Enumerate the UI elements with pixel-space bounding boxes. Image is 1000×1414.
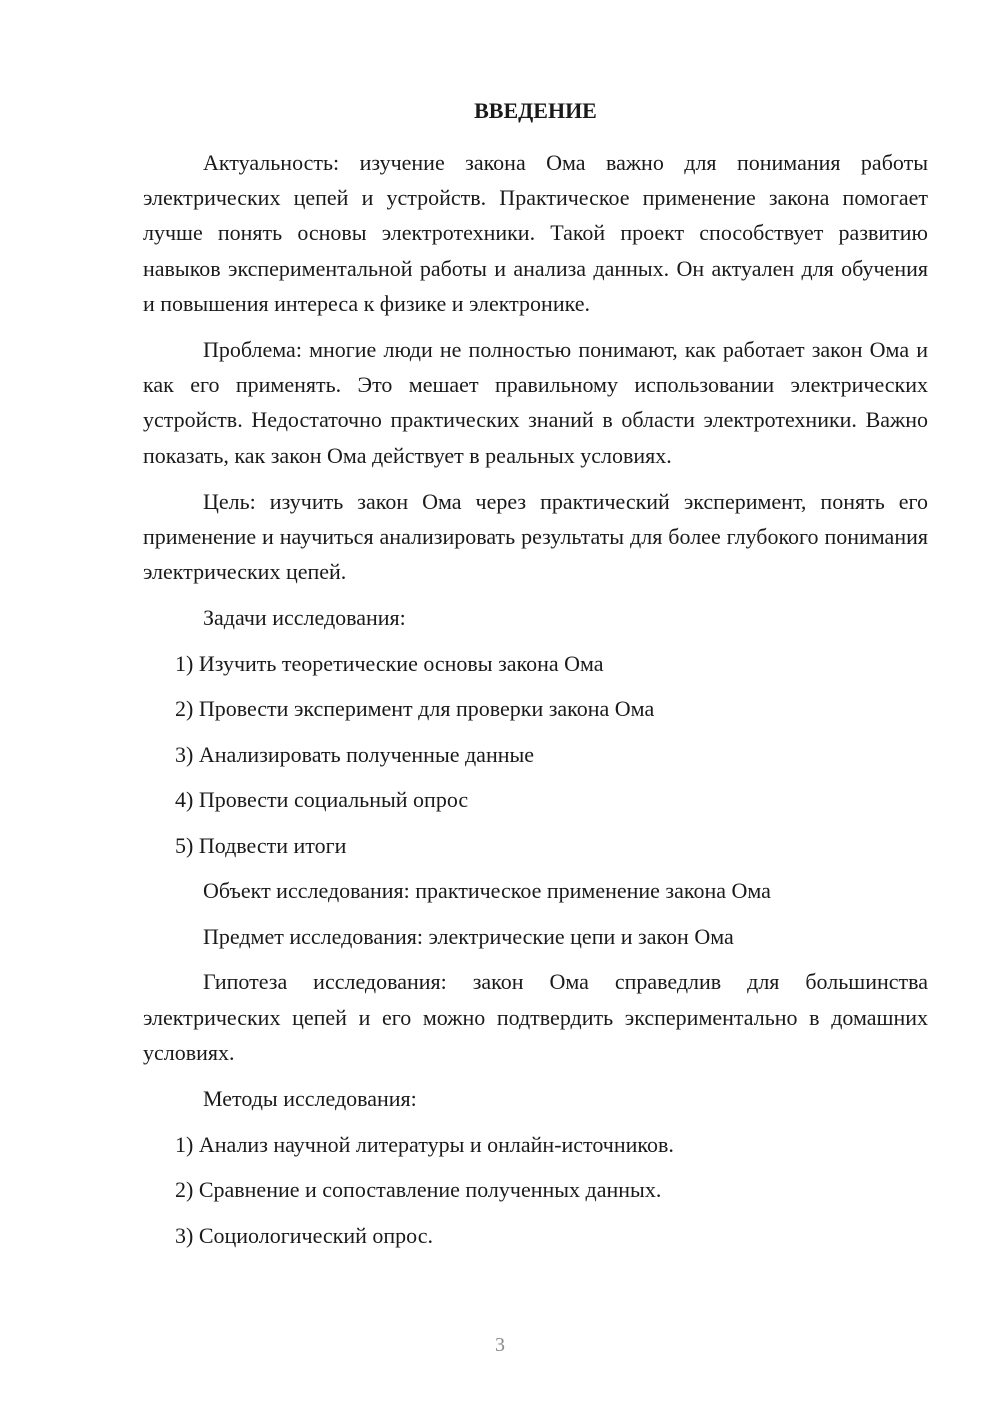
- section-title: ВВЕДЕНИЕ: [474, 98, 597, 123]
- list-item: 1) Изучить теоретические основы закона Ома: [175, 650, 604, 676]
- methods-heading: Методы исследования:: [203, 1086, 417, 1112]
- tasks-list: [143, 646, 928, 863]
- list-item: 3) Анализировать полученные данные: [175, 741, 535, 767]
- list-item: 2) Сравнение и сопоставление полученных данных.: [175, 1177, 662, 1203]
- list-item: 2) Провести эксперимент для проверки закона Ома: [175, 696, 655, 722]
- page-number: 3: [495, 1334, 505, 1356]
- document-page: [143, 93, 928, 1263]
- list-item: 5) Подвести итоги: [175, 832, 347, 858]
- problem-paragraph: Проблема: многие люди не полностью понимают, как работает закон Ома и как его применять. Это мешает правильному использовании электрических устройств. Недостаточно практических знаний в области электротехники. Важно показать, как закон Ома действует в реальных условиях.: [143, 337, 928, 468]
- research-subject: Предмет исследования: электрические цепи и закон Ома: [203, 923, 734, 949]
- list-item: 3) Социологический опрос.: [175, 1222, 433, 1248]
- relevance-paragraph: Актуальность: изучение закона Ома важно для понимания работы электрических цепей и устройств. Практическое применение закона помогает лучше понять основы электротехники. Такой проект способствует развитию навыков экспериментальной работы и анализа данных. Он актуален для обучения и повышения интереса к физике и электронике.: [143, 150, 928, 316]
- goal-paragraph: Цель: изучить закон Ома через практический эксперимент, понять его применение и научиться анализировать результаты для более глубокого понимания электрических цепей.: [143, 488, 928, 585]
- list-item: 4) Провести социальный опрос: [175, 787, 469, 813]
- hypothesis-paragraph: Гипотеза исследования: закон Ома справедлив для большинства электрических цепей и его можно подтвердить экспериментально в домашних условиях.: [143, 969, 928, 1065]
- research-object: Объект исследования: практическое применение закона Ома: [203, 878, 771, 904]
- list-item: 1) Анализ научной литературы и онлайн-источников.: [175, 1131, 674, 1157]
- methods-list: [143, 1127, 928, 1253]
- tasks-heading: Задачи исследования:: [203, 605, 406, 631]
